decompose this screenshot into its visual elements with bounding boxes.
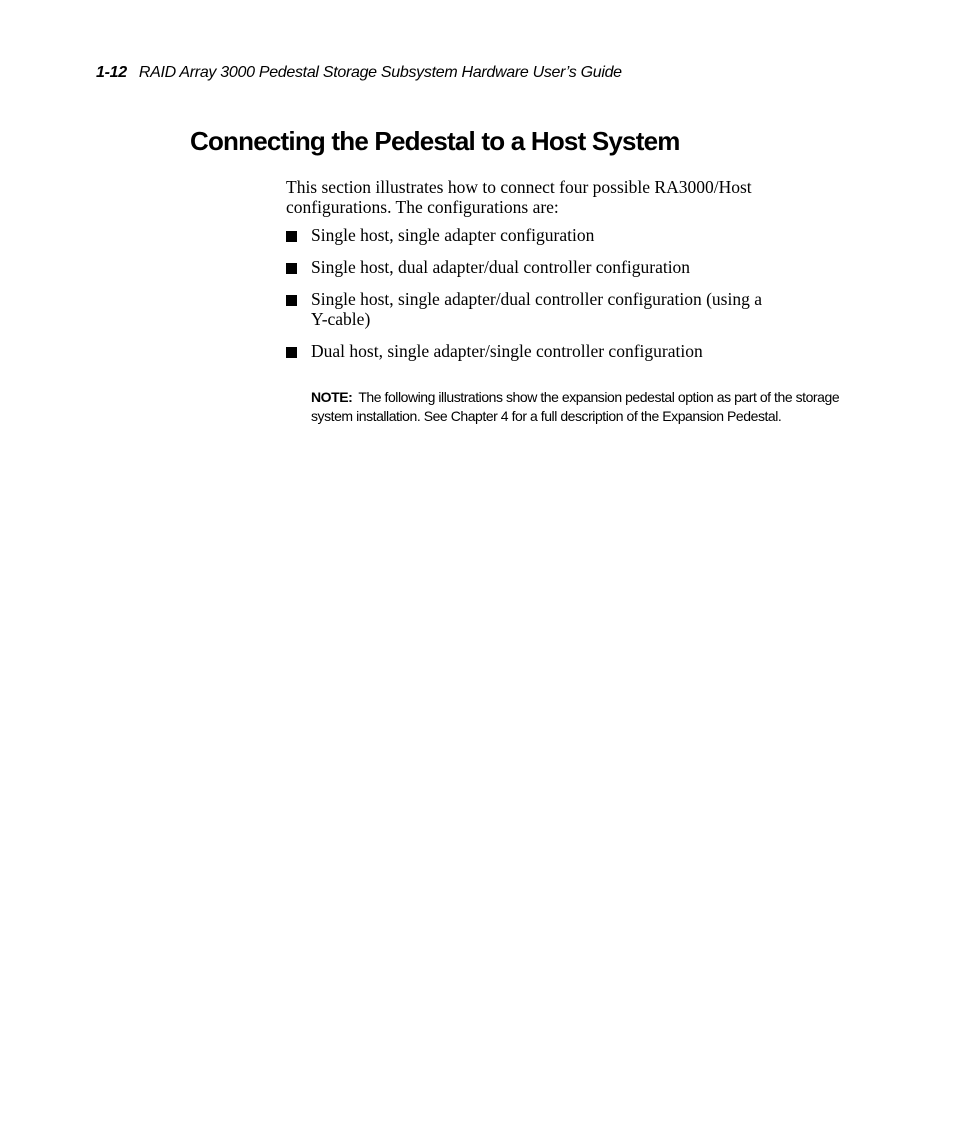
square-bullet-icon (286, 231, 297, 242)
page-number: 1-12 (96, 64, 127, 81)
list-item (286, 341, 786, 361)
list-item (286, 257, 786, 277)
list-item-text: Single host, single adapter/dual controller configuration (using a Y-cable) (311, 289, 763, 329)
running-header (96, 64, 622, 82)
configuration-list (286, 225, 786, 373)
list-item-text: Single host, dual adapter/dual controller configuration (311, 257, 691, 277)
square-bullet-icon (286, 263, 297, 274)
intro-paragraph: This section illustrates how to connect four possible RA3000/Host configurations. The configurations are: (286, 177, 752, 217)
list-item-text: Dual host, single adapter/single controller configuration (311, 341, 703, 361)
list-item-text: Single host, single adapter configuration (311, 225, 595, 245)
running-title: RAID Array 3000 Pedestal Storage Subsystem Hardware User’s Guide (138, 64, 622, 81)
list-item (286, 225, 786, 245)
list-item (286, 289, 771, 329)
note-text: The following illustrations show the expansion pedestal option as part of the storage system installation. See Chapter 4 for a full description of the Expansion Pedestal. (311, 389, 840, 424)
square-bullet-icon (286, 347, 297, 358)
section-title: Connecting the Pedestal to a Host System (190, 126, 680, 156)
note-block (311, 388, 871, 426)
note-label: NOTE: (311, 389, 353, 405)
square-bullet-icon (286, 295, 297, 306)
